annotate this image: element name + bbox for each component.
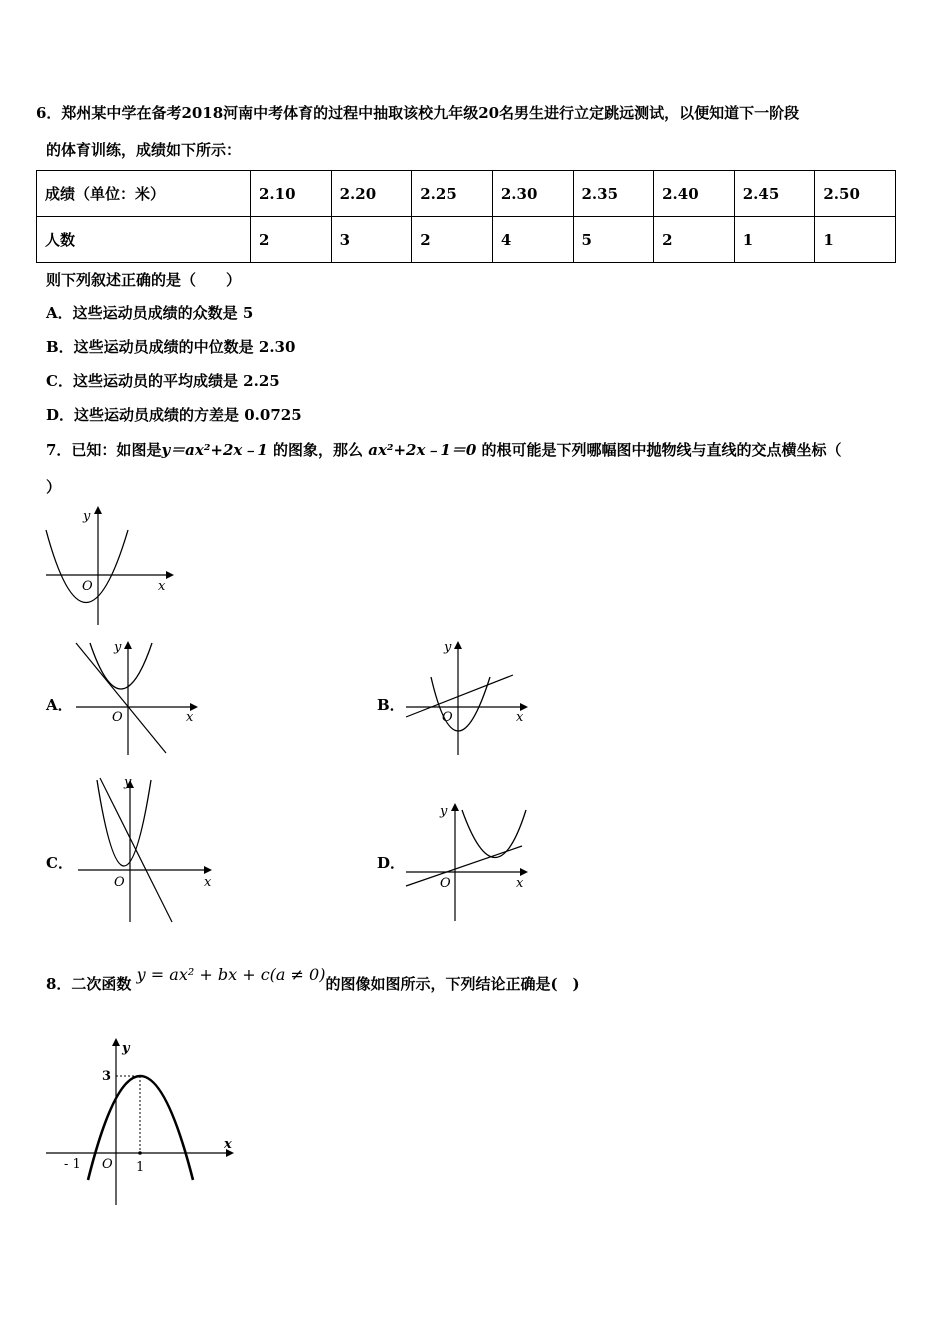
q7-option-a-graph	[68, 635, 208, 760]
y-tick-label: 3	[102, 1069, 112, 1084]
tick-dot	[138, 1151, 142, 1155]
x-axis-arrow-icon	[520, 868, 528, 876]
q7-expr1: y＝ax²+2x﹣1	[161, 441, 268, 459]
table-cell: 2	[412, 217, 493, 263]
y-label: y	[124, 775, 132, 790]
q7-option-c-graph	[72, 772, 217, 927]
line	[76, 643, 166, 753]
table-cell: 1	[815, 217, 896, 263]
x-axis-arrow-icon	[204, 866, 212, 874]
table-cell: 2	[251, 217, 332, 263]
table-cell: 1	[734, 217, 815, 263]
x-label: x	[224, 1137, 232, 1152]
table-cell: 2.30	[492, 171, 573, 217]
q7-option-c-label: C．	[46, 854, 73, 872]
table-cell: 3	[331, 217, 412, 263]
y-label: y	[114, 640, 122, 655]
x-tick-pos-label: 1	[136, 1160, 145, 1175]
q6-stem-line1: 6．郑州某中学在备考2018河南中考体育的过程中抽取该校九年级20名男生进行立定跳远测试，以便知道下一阶段	[36, 104, 800, 122]
origin-label: O	[82, 579, 93, 594]
q7-expr2: ax²+2x﹣1＝0	[368, 441, 477, 459]
q6-option-c: C．这些运动员的平均成绩是 2.25	[46, 372, 280, 390]
q7-option-a-label: A．	[46, 696, 73, 714]
origin-label: O	[442, 710, 453, 725]
q7-mid: 的图象，那么	[267, 441, 369, 459]
q8-suffix: 的图像如图所示，下列结论正确是( )	[325, 975, 580, 993]
q8-formula: y = ax² + bx + c(a ≠ 0)	[136, 965, 326, 984]
q7-option-d-label: D．	[377, 854, 406, 872]
origin-label: O	[112, 710, 123, 725]
y-label: y	[122, 1041, 130, 1056]
q6-option-d: D．这些运动员成绩的方差是 0.0725	[46, 406, 302, 424]
q8-stem	[46, 965, 580, 994]
q6-question: 则下列叙述正确的是（ ）	[46, 271, 242, 289]
x-label: x	[516, 876, 524, 891]
table-cell: 2.45	[734, 171, 815, 217]
table-header-count: 人数	[37, 217, 251, 263]
q7-option-b-label: B．	[377, 696, 405, 714]
table-cell: 2.40	[654, 171, 735, 217]
table-cell: 2.35	[573, 171, 654, 217]
q7-option-b-graph	[398, 635, 538, 760]
q8-prefix: 8．二次函数	[46, 975, 137, 993]
q6-stem-line2: 的体育训练，成绩如下所示：	[46, 141, 242, 159]
y-axis-arrow-icon	[94, 506, 102, 514]
origin-label: O	[440, 876, 451, 891]
y-axis-arrow-icon	[454, 641, 462, 649]
origin-label: O	[102, 1157, 113, 1172]
q7-main-graph	[38, 500, 178, 630]
y-label: y	[444, 640, 452, 655]
table-cell: 2.10	[251, 171, 332, 217]
table-cell: 2.25	[412, 171, 493, 217]
score-table	[36, 170, 896, 263]
x-label: x	[186, 710, 194, 725]
x-label: x	[516, 710, 524, 725]
parabola	[462, 810, 526, 858]
x-label: x	[158, 579, 166, 594]
q7-option-d-graph	[398, 795, 538, 925]
q7-stem-close: ）	[46, 478, 62, 496]
x-tick-neg-label: - 1	[64, 1157, 81, 1172]
q7-suffix: 的根可能是下列哪幅图中抛物线与直线的交点横坐标（	[476, 441, 842, 459]
table-row	[37, 171, 896, 217]
table-header-score: 成绩（单位：米）	[37, 171, 251, 217]
table-cell: 2	[654, 217, 735, 263]
table-cell: 2.50	[815, 171, 896, 217]
table-cell: 2.20	[331, 171, 412, 217]
line	[406, 675, 513, 717]
y-axis-arrow-icon	[112, 1038, 120, 1046]
origin-label: O	[114, 875, 125, 890]
q7-stem	[46, 440, 842, 460]
table-cell: 4	[492, 217, 573, 263]
q6-option-b: B．这些运动员成绩的中位数是 2.30	[46, 338, 296, 356]
y-label: y	[83, 509, 91, 524]
table-row	[37, 217, 896, 263]
line	[406, 846, 522, 886]
parabola	[97, 780, 151, 866]
x-label: x	[204, 875, 212, 890]
q6-option-a: A．这些运动员成绩的众数是 5	[46, 304, 254, 322]
line	[100, 778, 172, 922]
y-axis-arrow-icon	[451, 803, 459, 811]
y-axis-arrow-icon	[124, 641, 132, 649]
q7-prefix: 7．已知：如图是	[46, 441, 162, 459]
x-axis-arrow-icon	[166, 571, 174, 579]
q8-graph	[42, 1030, 242, 1210]
table-cell: 5	[573, 217, 654, 263]
y-label: y	[440, 804, 448, 819]
